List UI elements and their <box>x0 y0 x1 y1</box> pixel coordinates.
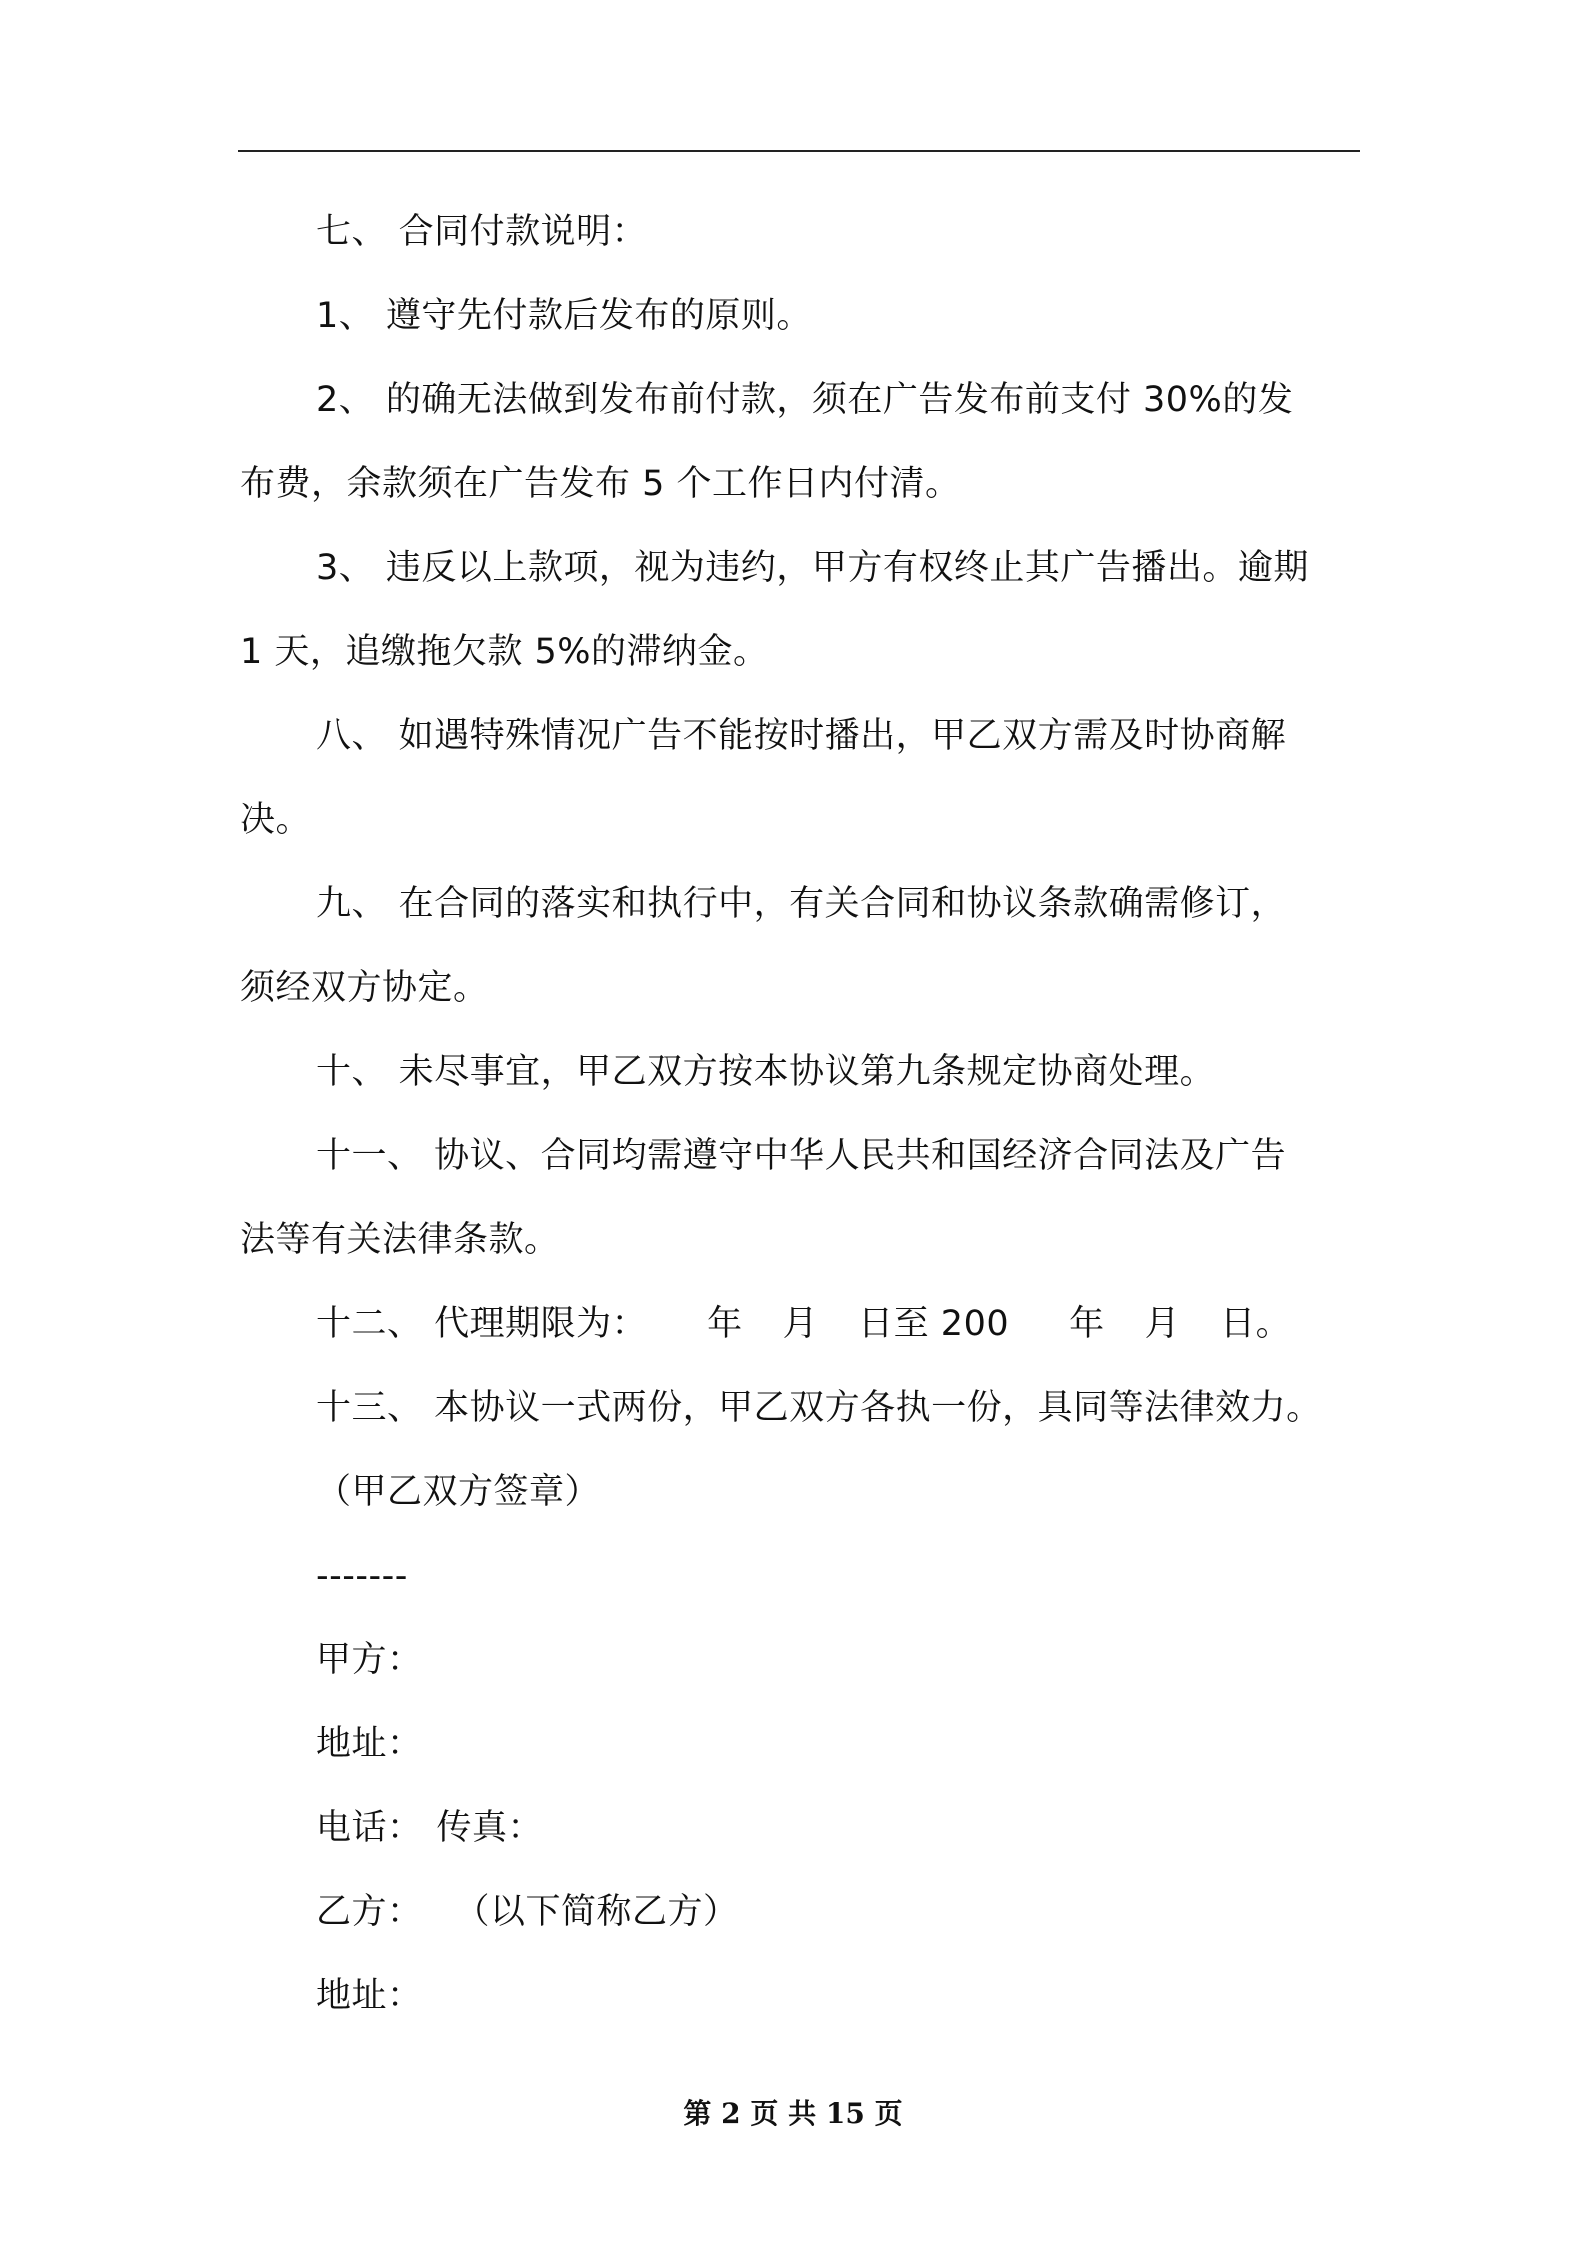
section-11-line-2: 法等有关法律条款。 <box>240 1220 560 1260</box>
party-b-note: （以下简称乙方） <box>454 1892 739 1932</box>
section-7-title: 七、 合同付款说明： <box>316 212 648 252</box>
page-number-footer: 第 2 页 共 15 页 <box>683 2097 903 2130</box>
section-7-item-1: 1、 遵守先付款后发布的原则。 <box>316 296 812 336</box>
section-12 <box>240 1282 1360 1366</box>
address-b-label: 地址： <box>316 1976 423 2016</box>
section-7-item-3-line-2: 1 天，追缴拖欠款 5%的滞纳金。 <box>240 632 769 672</box>
section-13: 十三、 本协议一式两份，甲乙双方各执一份，具同等法律效力。 <box>316 1388 1322 1428</box>
section-12-month-2: 月 <box>1144 1304 1181 1344</box>
section-7-item-3-line-1: 3、 违反以上款项，视为违约，甲方有权终止其广告播出。逾期 <box>316 548 1309 588</box>
section-12-year-2: 年 <box>1069 1304 1105 1344</box>
section-12-day-2: 日。 <box>1220 1304 1292 1344</box>
fax-label: 传真： <box>436 1808 544 1848</box>
section-12-month-1: 月 <box>782 1304 819 1344</box>
section-9-line-2: 须经双方协定。 <box>240 968 489 1008</box>
section-7-item-2-line-1: 2、 的确无法做到发布前付款，须在广告发布前支付 30%的发 <box>316 380 1294 420</box>
section-12-day-to: 日至 200 <box>858 1304 1010 1344</box>
separator: ------- <box>316 1556 408 1596</box>
section-8-line-2: 决。 <box>240 800 312 840</box>
section-7-item-2-line-2: 布费，余款须在广告发布 5 个工作日内付清。 <box>240 464 961 504</box>
section-12-year-1: 年 <box>707 1304 743 1344</box>
section-8-line-1: 八、 如遇特殊情况广告不能按时播出，甲乙双方需及时协商解 <box>316 716 1287 756</box>
section-12-prefix: 十二、 代理期限为： <box>316 1304 648 1344</box>
section-9-line-1: 九、 在合同的落实和执行中，有关合同和协议条款确需修订， <box>316 884 1287 924</box>
phone-label: 电话： <box>316 1808 423 1848</box>
signature-note: （甲乙双方签章） <box>316 1472 601 1512</box>
address-a-label: 地址： <box>316 1724 423 1764</box>
party-b-line <box>240 1870 1360 1954</box>
document-body <box>240 190 1360 2038</box>
section-10: 十、 未尽事宜，甲乙双方按本协议第九条规定协商处理。 <box>316 1052 1216 1092</box>
party-a-label: 甲方： <box>316 1640 423 1680</box>
party-b-label: 乙方： <box>316 1892 423 1932</box>
section-11-line-1: 十一、 协议、合同均需遵守中华人民共和国经济合同法及广告 <box>316 1136 1287 1176</box>
header-rule <box>238 150 1360 152</box>
phone-fax-line <box>240 1786 1360 1870</box>
